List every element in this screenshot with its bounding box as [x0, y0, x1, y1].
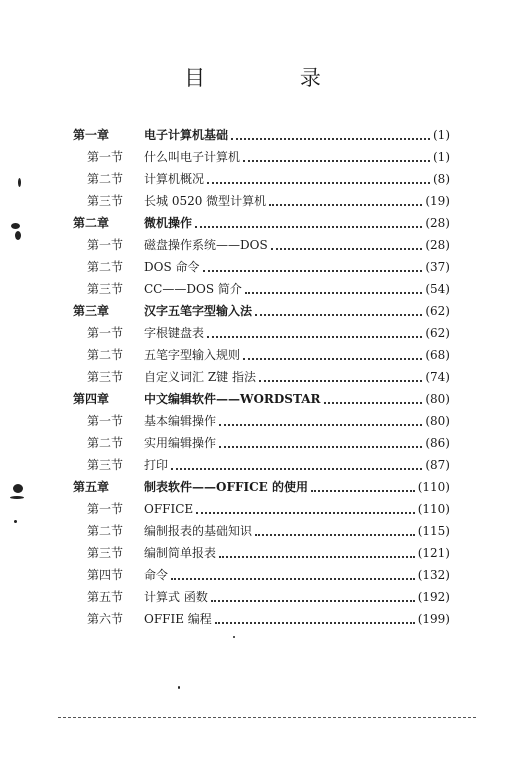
page-number: (28) — [425, 216, 450, 230]
chapter-number: 第四章 — [73, 392, 110, 406]
toc-section-row — [0, 564, 505, 586]
dot-leader — [245, 291, 423, 294]
page-number: (86) — [425, 436, 450, 450]
dot-leader — [171, 577, 415, 580]
scan-speck — [10, 496, 24, 499]
page-number: (62) — [425, 326, 450, 340]
dot-leader — [215, 621, 415, 624]
page-number: (192) — [417, 590, 450, 604]
toc-entry — [144, 564, 450, 586]
toc-entry — [144, 432, 450, 454]
toc-section-row — [0, 586, 505, 608]
scan-speck — [178, 686, 180, 689]
page-number: (1) — [433, 128, 450, 142]
entry-title: 长城 0520 微型计算机 — [144, 194, 267, 208]
toc-entry — [144, 498, 450, 520]
chapter-number: 第三章 — [73, 304, 110, 318]
toc-section-row — [0, 432, 505, 454]
page-number: (110) — [417, 502, 450, 516]
entry-title: 命令 — [144, 568, 169, 582]
toc-entry — [144, 322, 450, 344]
toc-entry — [144, 608, 450, 630]
entry-title: DOS 命令 — [144, 260, 200, 274]
page-number: (199) — [417, 612, 450, 626]
page-number: (115) — [417, 524, 450, 538]
section-number: 第三节 — [87, 282, 124, 296]
toc-section-row — [0, 520, 505, 542]
dot-leader — [311, 489, 415, 492]
entry-title: 中文编辑软件——WORDSTAR — [144, 392, 321, 406]
section-number: 第六节 — [87, 612, 124, 626]
toc-section-row — [0, 344, 505, 366]
toc-title: 目 录 — [184, 66, 365, 90]
dot-leader — [243, 159, 430, 162]
entry-title: 自定义词汇 Z键 指法 — [144, 370, 256, 384]
toc-chapter-row — [0, 388, 505, 410]
toc-entry — [144, 278, 450, 300]
toc-section-row — [0, 168, 505, 190]
entry-title: 微机操作 — [144, 216, 193, 230]
toc-entry — [144, 410, 450, 432]
toc-entry — [144, 146, 450, 168]
toc-entry — [144, 212, 450, 234]
page-number: (62) — [425, 304, 450, 318]
dot-leader — [219, 445, 422, 448]
section-number: 第一节 — [87, 326, 124, 340]
entry-title: CC——DOS 简介 — [144, 282, 242, 296]
toc-section-row — [0, 454, 505, 476]
toc-entry — [144, 234, 450, 256]
section-number: 第四节 — [87, 568, 124, 582]
page-number: (80) — [425, 392, 450, 406]
section-number: 第三节 — [87, 458, 124, 472]
toc-entry — [144, 366, 450, 388]
dot-leader — [171, 467, 422, 470]
page-number: (19) — [425, 194, 450, 208]
toc-section-row — [0, 190, 505, 212]
entry-title: 制表软件——OFFICE 的使用 — [144, 480, 308, 494]
page-number: (28) — [425, 238, 450, 252]
toc-entry — [144, 542, 450, 564]
toc-section-row — [0, 256, 505, 278]
dot-leader — [324, 401, 423, 404]
entry-title: 五笔字型输入规则 — [144, 348, 241, 362]
dot-leader — [255, 533, 415, 536]
toc-section-row — [0, 410, 505, 432]
page-number: (37) — [425, 260, 450, 274]
scan-speck — [11, 223, 20, 229]
section-number: 第二节 — [87, 436, 124, 450]
scan-speck — [14, 520, 17, 523]
dot-leader — [219, 555, 415, 558]
entry-title: 磁盘操作系统——DOS — [144, 238, 268, 252]
page-number: (87) — [425, 458, 450, 472]
toc-section-row — [0, 608, 505, 630]
toc-entry — [144, 586, 450, 608]
dot-leader — [219, 423, 422, 426]
toc-section-row — [0, 498, 505, 520]
entry-title: 打印 — [144, 458, 169, 472]
entry-title: 字根键盘表 — [144, 326, 205, 340]
entry-title: 编制简单报表 — [144, 546, 217, 560]
section-number: 第一节 — [87, 414, 124, 428]
dot-leader — [207, 181, 430, 184]
page-number: (74) — [425, 370, 450, 384]
dot-leader — [207, 335, 422, 338]
chapter-number: 第二章 — [73, 216, 110, 230]
toc-section-row — [0, 322, 505, 344]
dot-leader — [271, 247, 423, 250]
toc-section-row — [0, 366, 505, 388]
page-number: (54) — [425, 282, 450, 296]
entry-title: 基本编辑操作 — [144, 414, 217, 428]
dot-leader — [211, 599, 415, 602]
page-number: (132) — [417, 568, 450, 582]
section-number: 第五节 — [87, 590, 124, 604]
section-number: 第三节 — [87, 546, 124, 560]
toc-section-row — [0, 278, 505, 300]
toc-entry — [144, 300, 450, 322]
section-number: 第二节 — [87, 260, 124, 274]
dot-leader — [231, 137, 430, 140]
chapter-number: 第一章 — [73, 128, 110, 142]
toc-section-row — [0, 234, 505, 256]
page-number: (121) — [417, 546, 450, 560]
page-number: (80) — [425, 414, 450, 428]
entry-title: 什么叫电子计算机 — [144, 150, 241, 164]
dot-leader — [203, 269, 423, 272]
entry-title: 计算机概况 — [144, 172, 205, 186]
page-number: (110) — [417, 480, 450, 494]
entry-title: OFFIE 编程 — [144, 612, 212, 626]
page-number: (1) — [433, 150, 450, 164]
entry-title: 汉字五笔字型输入法 — [144, 304, 253, 318]
scan-speck — [13, 484, 23, 493]
dot-leader — [195, 225, 422, 228]
entry-title: 实用编辑操作 — [144, 436, 217, 450]
dot-leader — [269, 203, 422, 206]
section-number: 第二节 — [87, 172, 124, 186]
section-number: 第一节 — [87, 150, 124, 164]
toc-chapter-row — [0, 212, 505, 234]
entry-title: 电子计算机基础 — [144, 128, 229, 142]
toc-entry — [144, 476, 450, 498]
toc-entry — [144, 256, 450, 278]
toc-entry — [144, 344, 450, 366]
dot-leader — [255, 313, 422, 316]
toc-entry — [144, 168, 450, 190]
toc-entry — [144, 190, 450, 212]
section-number: 第二节 — [87, 524, 124, 538]
section-number: 第二节 — [87, 348, 124, 362]
section-number: 第三节 — [87, 370, 124, 384]
section-number: 第三节 — [87, 194, 124, 208]
toc-chapter-row — [0, 476, 505, 498]
scan-speck — [15, 231, 21, 240]
toc-section-row — [0, 146, 505, 168]
chapter-number: 第五章 — [73, 480, 110, 494]
page-number: (8) — [433, 172, 450, 186]
page-number: (68) — [425, 348, 450, 362]
dot-leader — [243, 357, 422, 360]
toc-chapter-row — [0, 300, 505, 322]
toc-section-row — [0, 542, 505, 564]
toc-chapter-row — [0, 124, 505, 146]
scan-speck — [233, 636, 235, 638]
scan-speck — [18, 178, 21, 187]
entry-title: 计算式 函数 — [144, 590, 208, 604]
footer-rule — [58, 717, 476, 718]
dot-leader — [259, 379, 422, 382]
toc-entry — [144, 388, 450, 410]
section-number: 第一节 — [87, 238, 124, 252]
toc-entry — [144, 124, 450, 146]
dot-leader — [196, 511, 415, 514]
toc-entry — [144, 520, 450, 542]
toc-entry — [144, 454, 450, 476]
section-number: 第一节 — [87, 502, 124, 516]
entry-title: 编制报表的基础知识 — [144, 524, 253, 538]
entry-title: OFFICE — [144, 502, 194, 516]
